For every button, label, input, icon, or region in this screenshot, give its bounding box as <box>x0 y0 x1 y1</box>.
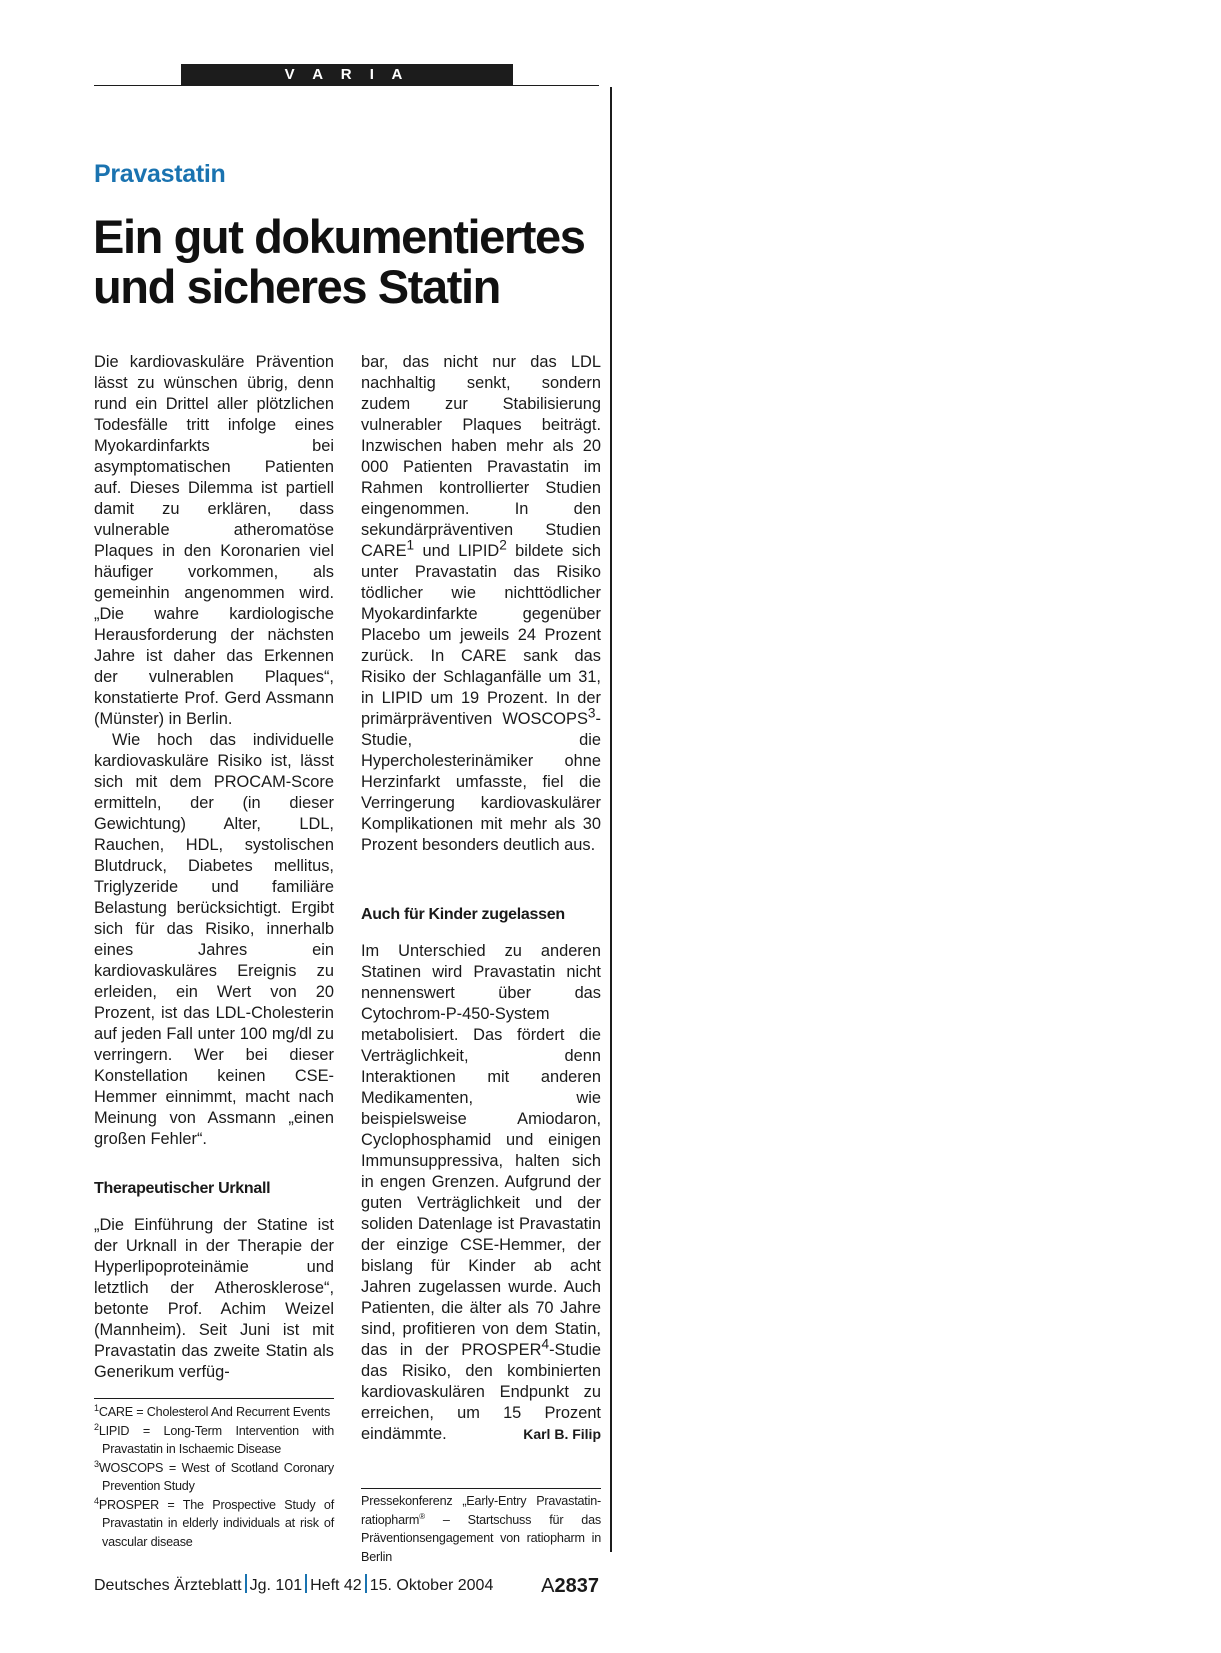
footnote <box>94 1403 334 1422</box>
column-1-continued <box>94 1215 334 1383</box>
text-run: -Studie, die Hypercholesterinämiker ohne Herzinfarkt umfasste, fiel die Verringerung kardiovaskulärer Komplikationen mit mehr als 30 Prozent besonders deutlich aus. <box>361 710 601 854</box>
column-2 <box>361 352 601 856</box>
text-run: bar, das nicht nur das LDL nachhaltig senkt, sondern zudem zur Stabilisierung vulnerabler Plaques beiträgt. Inzwischen haben mehr als 20 000 Patienten Pravastatin im Rahmen kontrollierter Studien eingenommen. In den sekundärpräventiven Studien CARE <box>361 353 601 560</box>
footnote-ref: 4 <box>541 1336 550 1352</box>
article-headline: Ein gut dokumentiertes und sicheres Statin <box>93 210 585 313</box>
press-rule <box>361 1488 601 1489</box>
separator <box>365 1574 367 1593</box>
page-number-value: 2837 <box>554 1575 599 1597</box>
footnote-text: LIPID = Long-Term Intervention with Pravastatin in Ischaemic Disease <box>98 1423 334 1456</box>
volume: Jg. 101 <box>249 1577 303 1594</box>
separator <box>245 1574 247 1593</box>
text-run: Im Unterschied zu anderen Statinen wird Pravastatin nicht nennenswert über das Cytochrom-P-450-System metabolisiert. Das fördert die Verträglichkeit, denn Interaktionen mit anderen Medikamenten, wie beispielsweise Amiodaron, Cyclophosphamid und einigen Immunsuppressiva, halten sich in engen Grenzen. Aufgrund der guten Verträglichkeit und der soliden Datenlage ist Pravastatin der einzige CSE-Hemmer, der bislang für Kinder ab acht Jahren zugelassen wurde. Auch Patienten, die älter als 70 Jahre sind, profitieren von dem Statin, das in der PROSPER <box>361 942 601 1359</box>
footnote-number: 3 <box>94 1458 99 1469</box>
column-1 <box>94 352 334 1150</box>
paragraph: Wie hoch das individuelle kardiovaskuläre Risiko ist, lässt sich mit dem PROCAM-Score ermitteln, der (in dieser Gewichtung) Alter, LDL, Rauchen, HDL, systolischen Blutdruck, Diabetes mellitus, Triglyzeride und familiäre Belastung berücksichtigt. Ergibt sich für das Risiko, innerhalb eines Jahres ein kardiovaskuläres Ereignis zu erleiden, ein Wert von 20 Prozent, ist das LDL-Cholesterin auf jeden Fall unter 100 mg/dl zu verringern. Wer bei dieser Konstellation keinen CSE-Hemmer einnimmt, macht nach Meinung von Assmann „einen großen Fehler“. <box>94 731 334 1148</box>
subheading-urknall: Therapeutischer Urknall <box>94 1180 271 1197</box>
footnote <box>94 1496 334 1552</box>
text-run: -Studie das Risiko, den kombinierten kardiovaskulären Endpunkt zu erreichen, um 15 Prozent eindämmte. <box>361 1341 601 1443</box>
footnote-ref: 1 <box>406 537 415 553</box>
page-footer <box>94 1573 599 1599</box>
journal-name: Deutsches Ärzteblatt <box>94 1577 242 1594</box>
footnote-number: 1 <box>94 1402 99 1413</box>
issue-date: 15. Oktober 2004 <box>369 1577 494 1594</box>
footnote <box>94 1422 334 1459</box>
footnotes <box>94 1403 334 1551</box>
page-number <box>541 1573 599 1599</box>
text-run: bildete sich unter Pravastatin das Risiko tödlicher wie nichttödlicher Myokardinfarkte gegenüber Placebo um jeweils 24 Prozent zurück. In CARE sank das Risiko der Schlaganfälle um 31, in LIPID um 19 Prozent. In der primärpräventiven WOSCOPS <box>361 542 601 728</box>
footnote-ref: 2 <box>499 537 507 553</box>
page-prefix: A <box>541 1575 555 1597</box>
footnote-text: PROSPER = The Prospective Study of Pravastatin in elderly individuals at risk of vascular disease <box>98 1497 334 1549</box>
press-note <box>361 1492 601 1566</box>
text-run: Pressekonferenz „Early-Entry Pravastatin-ratiopharm <box>361 1494 601 1527</box>
paragraph <box>361 352 601 856</box>
section-label: V A R I A <box>181 64 513 86</box>
footnote-text: WOSCOPS = West of Scotland Coronary Prevention Study <box>98 1460 334 1493</box>
issue: Heft 42 <box>310 1577 362 1594</box>
footnote-ref: 3 <box>587 705 596 721</box>
separator <box>305 1574 307 1593</box>
footnote-text: CARE = Cholesterol And Recurrent Events <box>98 1405 331 1419</box>
footnote-number: 4 <box>94 1495 99 1506</box>
subheading-kinder: Auch für Kinder zugelassen <box>361 906 565 923</box>
column-2-continued <box>361 941 601 1445</box>
text-run: und LIPID <box>414 542 500 560</box>
author: Karl B. Filip <box>523 1426 601 1442</box>
footnote-rule <box>94 1398 334 1399</box>
footnote-number: 2 <box>94 1421 99 1432</box>
text-run: – Startschuss für das Präventionsengagement von ratiopharm in Berlin <box>361 1512 601 1564</box>
registered-mark: ® <box>419 1511 425 1521</box>
article-kicker: Pravastatin <box>94 160 226 188</box>
paragraph <box>361 941 601 1445</box>
paragraph: „Die Einführung der Statine ist der Urknall in der Therapie der Hyperlipoproteinämie und letztlich der Atherosklerose“, betonte Prof. Achim Weizel (Mannheim). Seit Juni ist mit Pravastatin das zweite Statin als Generikum verfüg- <box>94 1216 334 1381</box>
footnote <box>94 1459 334 1496</box>
paragraph: Die kardiovaskuläre Prävention lässt zu wünschen übrig, denn rund ein Drittel aller plötzlichen Todesfälle tritt infolge eines Myokardinfarkts bei asymptomatischen Patienten auf. Dieses Dilemma ist partiell damit zu erklären, dass vulnerable atheromatöse Plaques in den Koronarien viel häufiger vorkommen, als gemeinhin angenommen wird. „Die wahre kardiologische Herausforderung der nächsten Jahre ist daher das Erkennen der vulnerablen Plaques“, konstatierte Prof. Gerd Assmann (Münster) in Berlin. <box>94 353 334 728</box>
top-rule <box>94 85 599 86</box>
